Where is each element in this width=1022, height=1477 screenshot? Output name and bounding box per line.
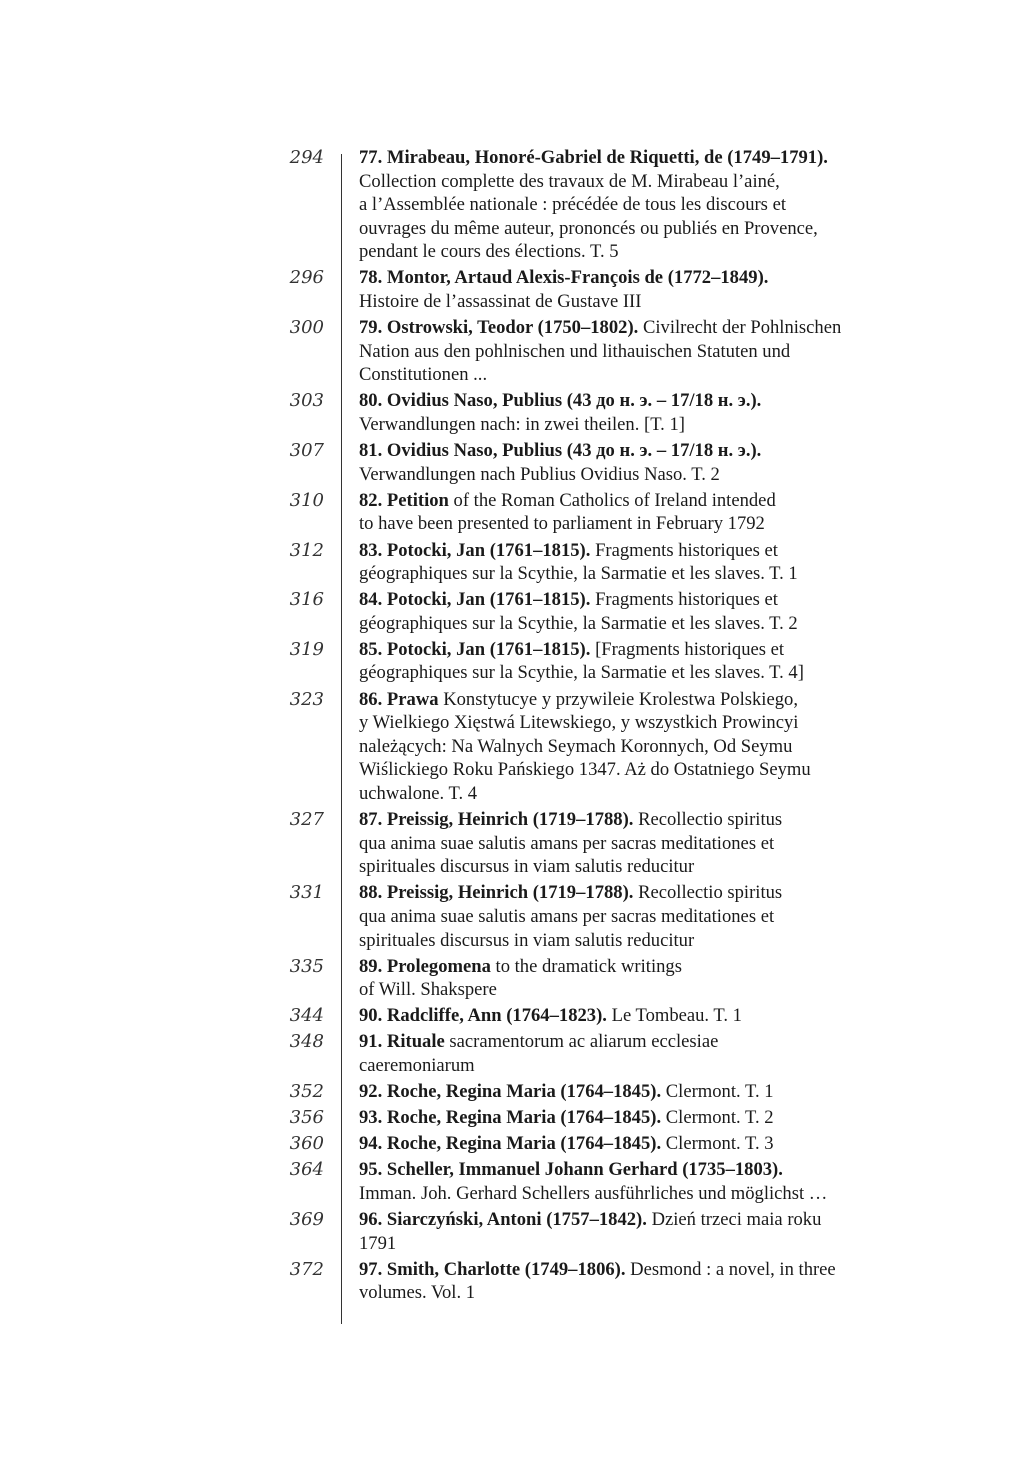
entry-first-line [359,539,934,563]
entry-line: géographiques sur la Scythie, la Sarmatie et les slaves. T. 2 [359,612,798,634]
entry-number: 88. [359,882,383,904]
entry-text [359,808,934,879]
entry-heading: Scheller, Immanuel Johann Gerhard (1735–1803). [386,1159,783,1181]
toc-entry [240,808,940,879]
entry-number: 84. [359,589,383,611]
entry-heading: Petition [386,489,449,511]
entry-heading: Roche, Regina Maria (1764–1845). [386,1081,662,1103]
entry-line: pendant le cours des élections. T. 5 [359,241,619,263]
entry-text [359,1004,934,1028]
entry-line: Histoire de l’assassinat de Gustave III [359,291,642,313]
toc-entry [240,489,940,536]
entry-line: qua anima suae salutis amans per sacras meditationes et [359,905,775,927]
entry-number: 80. [359,390,383,412]
entry-heading: Roche, Regina Maria (1764–1845). [386,1107,662,1129]
page-number: 356 [289,1107,324,1129]
entry-heading: Mirabeau, Honoré-Gabriel de Riquetti, de (1749–1791). [386,147,828,168]
entry-line: spirituales discursus in viam salutis reducitur [359,929,695,951]
entry-line: Verwandlungen nach: in zwei theilen. [T. 1] [359,414,685,436]
entry-first-line [359,1106,934,1130]
entry-first-line [359,1208,934,1232]
entry-first-line [359,316,934,340]
page-number: 352 [289,1081,324,1103]
entry-number: 79. [359,317,383,339]
entry-heading: Smith, Charlotte (1749–1806). [386,1258,626,1280]
entry-line: géographiques sur la Scythie, la Sarmatie et les slaves. T. 1 [359,563,798,585]
entry-line: Constitutionen ... [359,364,488,386]
entry-text [359,1080,934,1104]
entry-line: a l’Assemblée nationale : précédée de tous les discours et [359,194,786,216]
entry-first-line [359,1080,934,1104]
entry-text [359,638,934,685]
entry-text [359,588,934,635]
entry-text [359,489,934,536]
toc-entry [240,688,940,806]
page-number: 307 [289,440,324,462]
toc-entry [240,588,940,635]
entry-text [359,539,934,586]
page-number: 294 [289,147,324,168]
page-number: 344 [289,1005,324,1027]
toc-entry [240,638,940,685]
entry-line: Collection complette des travaux de M. Mirabeau l’ainé, [359,170,780,192]
entry-title-start: Recollectio spiritus [638,809,783,831]
entry-heading: Potocki, Jan (1761–1815). [386,539,591,561]
entry-line: to have been presented to parliament in February 1792 [359,513,765,535]
entry-title-start: Clermont. T. 2 [665,1107,774,1129]
entry-heading: Roche, Regina Maria (1764–1845). [386,1133,662,1155]
entry-title-start: [Fragments historiques et [595,638,785,660]
entry-line: Imman. Joh. Gerhard Schellers ausführliches und möglichst … [359,1182,828,1204]
entry-number: 86. [359,688,383,710]
entry-line: należących: Na Walnych Seymach Koronnych, Od Seymu [359,735,793,757]
page-number: 360 [289,1133,324,1155]
toc-entry [240,1106,940,1130]
entry-number: 91. [359,1031,383,1053]
entry-number: 77. [359,147,383,168]
entry-title-start: Civilrecht der Pohlnischen [642,317,842,339]
entry-line: qua anima suae salutis amans per sacras meditationes et [359,832,775,854]
entry-first-line [359,1158,934,1182]
entry-heading: Preissig, Heinrich (1719–1788). [386,809,634,831]
entry-heading: Preissig, Heinrich (1719–1788). [386,882,634,904]
entry-first-line [359,489,934,513]
entry-line: spirituales discursus in viam salutis reducitur [359,856,695,878]
entry-title-start: Fragments historiques et [595,589,778,611]
entry-line: y Wielkiego Xięstwá Litewskiego, y wszystkich Prowincyi [359,712,799,734]
entry-first-line [359,1004,934,1028]
entry-heading: Potocki, Jan (1761–1815). [386,589,591,611]
entry-heading: Ostrowski, Teodor (1750–1802). [386,317,639,339]
entry-first-line [359,1132,934,1156]
entry-number: 81. [359,440,383,462]
toc-entry [240,1030,940,1077]
entry-title-start: Clermont. T. 3 [665,1133,774,1155]
entry-heading: Radcliffe, Ann (1764–1823). [386,1005,607,1027]
entry-text [359,146,934,264]
entry-first-line [359,955,934,979]
entry-line: 1791 [359,1232,397,1254]
page-number: 303 [289,390,324,412]
entry-heading: Prolegomena [386,955,491,977]
entry-heading: Potocki, Jan (1761–1815). [386,638,591,660]
entry-number: 82. [359,489,383,511]
entry-title-start: Clermont. T. 1 [665,1081,774,1103]
entry-heading: Montor, Artaud Alexis-François de (1772–1849). [386,267,769,289]
entry-line: uchwalone. T. 4 [359,782,478,804]
entry-number: 78. [359,267,383,289]
entry-text [359,688,934,806]
page-number: 312 [289,539,324,561]
entry-first-line [359,588,934,612]
entry-first-line [359,1030,934,1054]
toc-entry [240,955,940,1002]
toc-entry [240,1004,940,1028]
entry-heading: Rituale [386,1031,445,1053]
entry-first-line [359,266,934,290]
table-of-contents [240,146,940,1307]
page-number: 319 [289,638,324,660]
entry-first-line [359,688,934,712]
page-number: 327 [289,809,324,831]
page-number: 310 [289,489,324,511]
page-number: 369 [289,1209,324,1231]
entry-number: 90. [359,1005,383,1027]
entry-title-start: sacramentorum ac aliarum ecclesiae [449,1031,719,1053]
entry-line: ouvrages du même auteur, prononcés ou publiés en Provence, [359,217,818,239]
entry-first-line [359,439,934,463]
entry-first-line [359,1258,934,1282]
entry-number: 94. [359,1133,383,1155]
entry-text [359,1106,934,1130]
entry-heading: Prawa [386,688,439,710]
entry-number: 92. [359,1081,383,1103]
toc-entry [240,539,940,586]
entry-number: 93. [359,1107,383,1129]
toc-entry [240,1132,940,1156]
entry-title-start: Recollectio spiritus [638,882,783,904]
entry-text [359,881,934,952]
entry-line: Nation aus den pohlnischen und lithauischen Statuten und [359,340,791,362]
page-number: 348 [289,1031,324,1053]
entry-heading: Ovidius Naso, Publius (43 до н. э. – 17/18 н. э.). [386,440,762,462]
entry-heading: Ovidius Naso, Publius (43 до н. э. – 17/18 н. э.). [386,390,762,412]
entry-number: 89. [359,955,383,977]
entry-title-start: Le Tombeau. T. 1 [611,1005,742,1027]
page-number: 300 [289,317,324,339]
entry-text [359,316,934,387]
entry-first-line [359,881,934,905]
entry-number: 95. [359,1159,383,1181]
entry-text [359,266,934,313]
entry-line: Wiślickiego Roku Pańskiego 1347. Aż do Ostatniego Seymu [359,759,811,781]
page-number: 323 [289,688,324,710]
entry-title-start: to the dramatick writings [495,955,682,977]
entry-text [359,389,934,436]
toc-entry [240,1080,940,1104]
page-number: 364 [289,1159,324,1181]
entry-number: 87. [359,809,383,831]
entry-text [359,1208,934,1255]
toc-entry [240,389,940,436]
entry-first-line [359,808,934,832]
entry-first-line [359,146,934,170]
entry-text [359,439,934,486]
toc-entry [240,1158,940,1205]
toc-entry [240,881,940,952]
entry-line: caeremoniarum [359,1054,475,1076]
page-number: 331 [289,882,324,904]
page-number: 335 [289,955,324,977]
entry-first-line [359,389,934,413]
entry-text [359,1258,934,1305]
toc-entry [240,1208,940,1255]
entry-title-start: Dzień trzeci maia roku [651,1209,822,1231]
entry-text [359,955,934,1002]
entry-title-start: Fragments historiques et [595,539,778,561]
toc-entry [240,439,940,486]
page-number: 296 [289,267,324,289]
toc-entry [240,1258,940,1305]
entry-heading: Siarczyński, Antoni (1757–1842). [386,1209,647,1231]
entry-first-line [359,638,934,662]
entry-number: 97. [359,1258,383,1280]
entry-line: géographiques sur la Scythie, la Sarmatie et les slaves. T. 4] [359,662,804,684]
entry-text [359,1132,934,1156]
entry-title-start: of the Roman Catholics of Ireland intended [453,489,776,511]
page-number: 372 [289,1258,324,1280]
entry-text [359,1030,934,1077]
entry-line: Verwandlungen nach Publius Ovidius Naso. T. 2 [359,463,720,485]
entry-text [359,1158,934,1205]
entry-number: 85. [359,638,383,660]
toc-entry [240,316,940,387]
entry-line: of Will. Shakspere [359,979,497,1001]
entry-title-start: Konstytucye y przywileie Krolestwa Polskiego, [443,688,798,710]
entry-title-start: Desmond : a novel, in three [630,1258,836,1280]
entry-line: volumes. Vol. 1 [359,1282,476,1304]
entry-number: 83. [359,539,383,561]
toc-entry [240,146,940,264]
toc-entry [240,266,940,313]
entry-number: 96. [359,1209,383,1231]
page-number: 316 [289,589,324,611]
